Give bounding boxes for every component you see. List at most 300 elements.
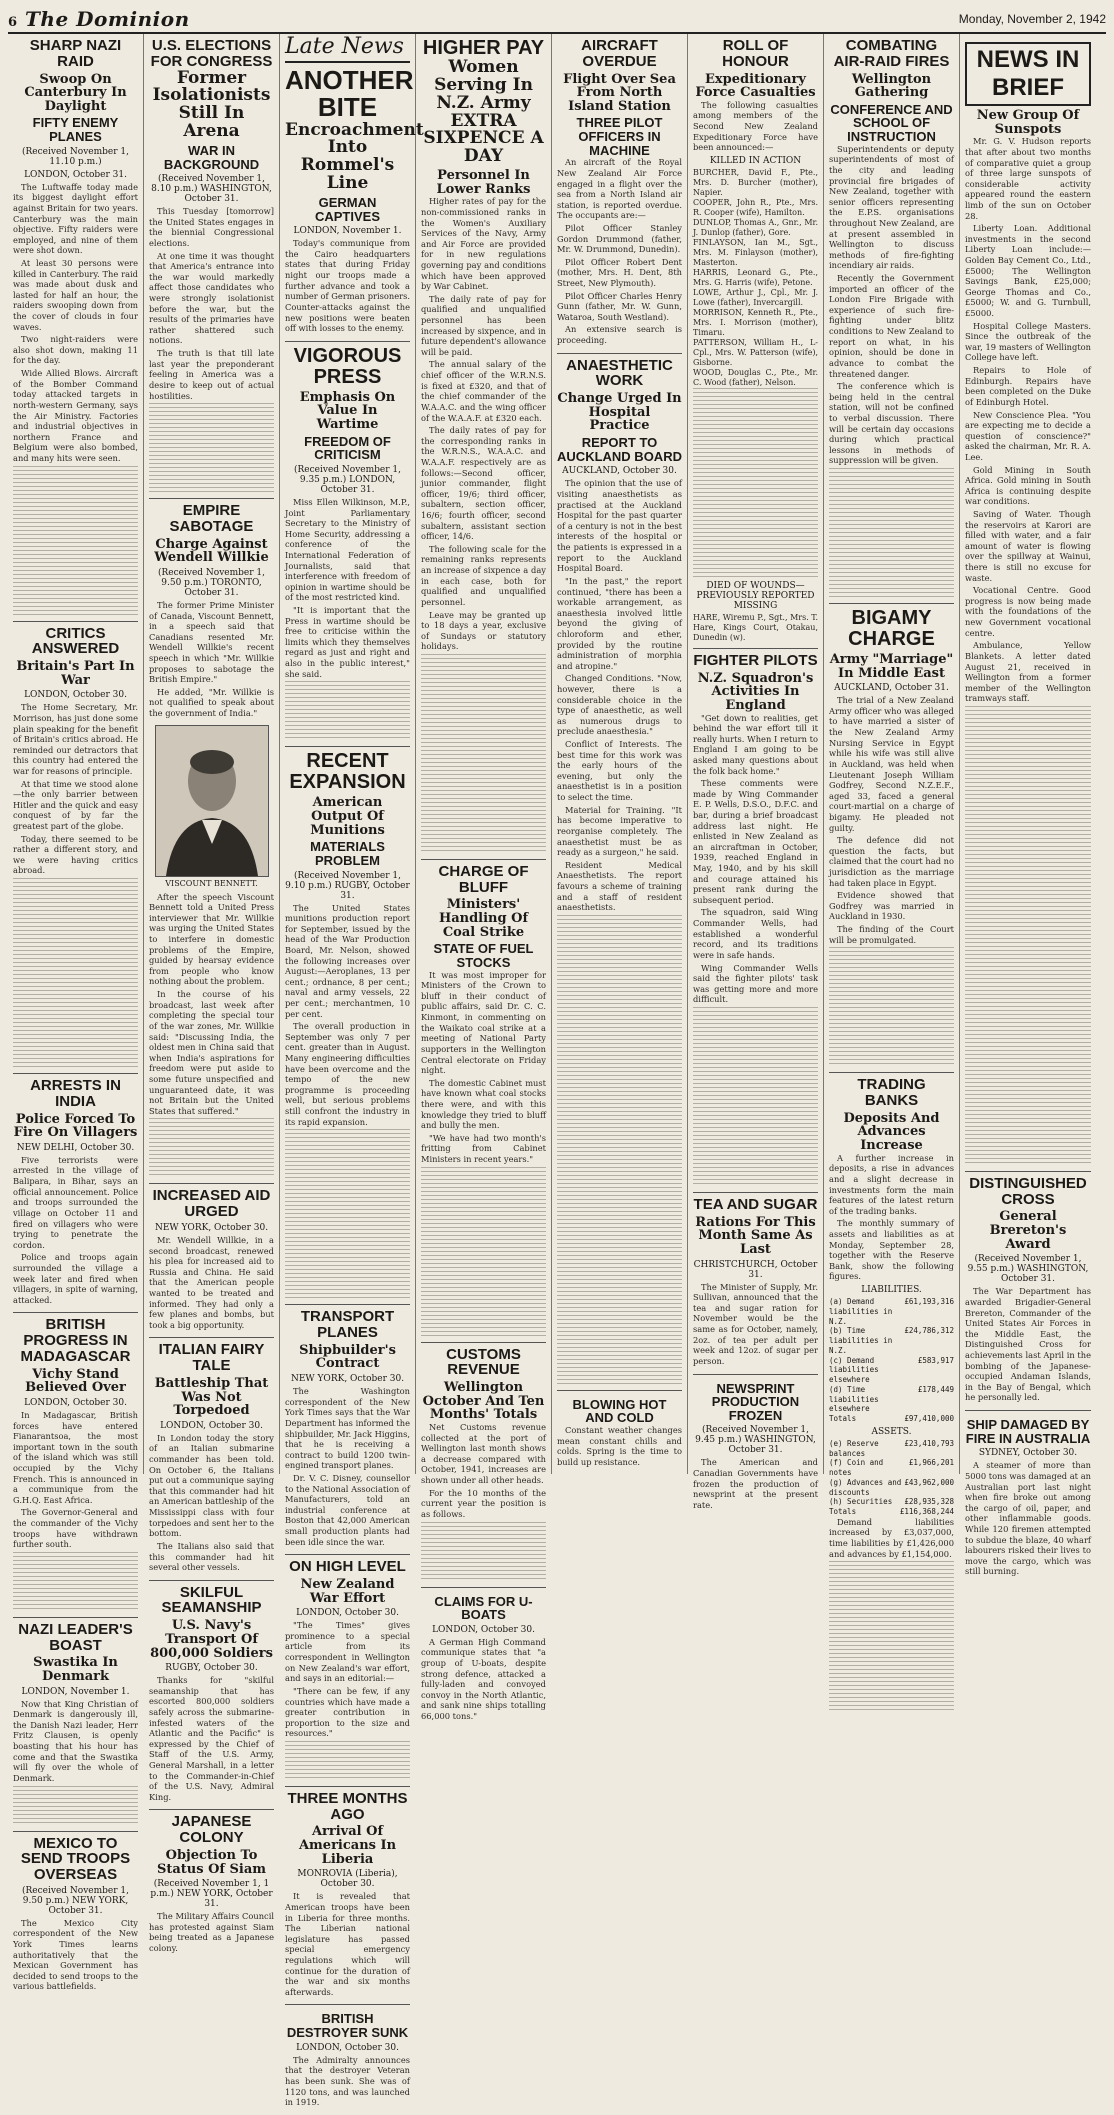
story-body xyxy=(557,157,682,345)
story-body xyxy=(421,970,546,1337)
paragraph: An extensive search is proceeding. xyxy=(557,324,682,346)
list-item: MORRISON, Kenneth R., Pte., Mrs. I. Morrison (mother), Timaru. xyxy=(693,307,818,337)
story-body xyxy=(693,100,818,153)
paragraph: Ambulance, Yellow Blankets. A letter dated August 21, received in Wellington from a former member of the Wellington tramways staff. xyxy=(965,640,1091,704)
paper-name: The Dominion xyxy=(25,7,190,31)
text-filler xyxy=(557,915,682,1385)
paragraph: In London today the story of an Italian submarine commander has been told. On October 6, the Italians put out a communique saying that this commander had hit an American battleship of the Mississippi class with four torpedoes and sent her to the bottom. xyxy=(149,1432,274,1539)
paragraph: A German High Command communique states that "a group of U-boats, despite strong defence, attacked a fully-laden and convoyed convoy in the North Atlantic, and sank nine ships totalling 66,000 tons." xyxy=(421,1636,546,1722)
story-body xyxy=(693,713,818,1187)
story-body xyxy=(149,1235,274,1330)
row-label: (f) Coin and notes xyxy=(829,1458,884,1478)
headline: CUSTOMS REVENUE xyxy=(446,1345,521,1379)
text-filler xyxy=(285,681,410,741)
row-label: (e) Reserve balances xyxy=(829,1438,879,1458)
story-body xyxy=(693,1282,818,1367)
subheadline: Charge Against Wendell Willkie xyxy=(154,536,269,566)
story-japanese-colony xyxy=(149,1810,274,1960)
story-nazi-leaders-boast xyxy=(13,1618,138,1832)
paragraph: Mr. G. V. Hudson reports that after about two months of comparative quiet a group of three large sunspots of considerable activity appeared round the eastern limb of the sun on October 28. xyxy=(965,136,1091,221)
list-item: COOPER, John R., Pte., Mrs. R. Cooper (wife), Hamilton. xyxy=(693,197,818,217)
paragraph: Conflict of Interests. The best time for this work was the early hours of the evening, but only the anaesthetist is in a position to select the time. xyxy=(557,739,682,803)
paragraph: Pilot Officer Stanley Gordon Drummond (father, Mr. W. Drummond, Dunedin). xyxy=(557,223,682,255)
story-body xyxy=(13,1699,138,1826)
row-label: Totals xyxy=(829,1414,857,1424)
date-line: Monday, November 2, 1942 xyxy=(958,12,1106,26)
column-5 xyxy=(552,34,688,1474)
dateline: LONDON, October 30. xyxy=(296,1608,399,1619)
paragraph: Police and troops again surrounded the village a week later and fired when villagers, in spite of warning, attacked. xyxy=(13,1252,138,1305)
subheadline-2: WAR IN BACKGROUND xyxy=(163,142,260,172)
story-italian-fairy-tale xyxy=(149,1338,274,1580)
headline: ANOTHER BITE xyxy=(285,65,414,123)
story-bigamy-charge xyxy=(829,604,954,1073)
subheadline: Former Isolationists Still In Arena xyxy=(152,67,271,142)
paragraph: In the course of his broadcast, last week after completing the special tour of the war zones, Mr. Willkie said: "Discussing India, the oldest men in China said that when India's aspirations for freedom were put aside to some future unspecified and unguaranteed date, it was not Britain but the United States that suffered." xyxy=(149,989,274,1116)
row-label: (a) Demand liabilities in N.Z. xyxy=(829,1297,893,1326)
subheadline: U.S. Navy's Transport Of 800,000 Soldiers xyxy=(150,1618,273,1661)
paragraph: The Home Secretary, Mr. Morrison, has just done some plain speaking for the benefit of Britain's critics abroad. He reminded our detractors that this country had entered the war for reasons of principle. xyxy=(13,702,138,776)
text-filler xyxy=(285,1741,410,1781)
table-row xyxy=(829,1356,954,1385)
paragraph: It was most improper for Ministers of the Crown to bluff in their conduct of public affairs, said Dr. C. C. Kinmont, in commenting on the Waikato coal strike at a meeting of National Party supporters in the Wellington Central electorate on Friday night. xyxy=(421,969,546,1076)
story-air-raid-fires xyxy=(829,34,954,604)
paragraph: The squadron, said Wing Commander Wells, had established a wonderful record, and its traditions were in safe hands. xyxy=(693,907,818,960)
paragraph: An aircraft of the Royal New Zealand Air Force engaged in a flight over the sea from a North Island air station, is reported overdue. The occupants are:— xyxy=(557,157,682,221)
headline: BRITISH PROGRESS IN MADAGASCAR xyxy=(20,1316,131,1365)
assets-table xyxy=(829,1439,954,1517)
story-three-months-ago xyxy=(285,1787,410,2006)
headline: MEXICO TO SEND TROOPS OVERSEAS xyxy=(20,1834,131,1883)
headline: ITALIAN FAIRY TALE xyxy=(158,1341,265,1375)
subheadline: Vichy Stand Believed Over xyxy=(25,1366,126,1396)
dateline: (Received November 1, 9.35 p.m.) LONDON, October 31. xyxy=(294,464,401,495)
dateline: MONROVIA (Liberia), October 30. xyxy=(297,1869,398,1890)
story-body xyxy=(285,2055,410,2108)
paragraph: The overall production in September was only 7 per cent. greater than in August. Many engineering difficulties have been overcome and the tempo of the new programme is proceeding well, but serious problems still confront the industry in its rapid expansion. xyxy=(285,1021,410,1127)
paragraph: The former Prime Minister of Canada, Viscount Bennett, in a speech said that Canadians resented Mr. Wendell Willkie's recent speech in which "Mr. Willkie proposes to sabotage the British Empire." xyxy=(149,599,274,685)
story-aircraft-overdue xyxy=(557,34,682,354)
paragraph: Liberty Loan. Additional investments in the second Liberty Loan include:—Golden Bay Cement Co., Ltd., £5000; The Wellington Savings Bank, £25,000; George Thomas and Co., £5000; W. and G. Turnbull, £5000. xyxy=(965,223,1091,319)
paragraph: "In the past," the report continued, "there has been a workable arrangement, as anaesthesia involved little beyond the giving of chloroform and ether, provided by the routine administration of morphia and atropine." xyxy=(557,575,682,671)
row-value: £24,786,312 xyxy=(904,1326,954,1336)
row-label: (b) Time liabilities in N.Z. xyxy=(829,1326,893,1355)
paragraph: The following casualties among members of the Second New Zealand Expeditionary Force have been announced:— xyxy=(693,99,818,153)
story-body xyxy=(557,1425,682,1467)
paragraph: The truth is that till late last year the preponderant feeling in America was a desire to keep out of actual hostilities. xyxy=(149,348,274,401)
headline: RECENT EXPANSION xyxy=(289,750,406,794)
paragraph: At one time it was thought that America's entrance into the war would markedly affect those candidates who were strongly isolationist before the war, but the results of the primaries have rather shattered such notions. xyxy=(149,250,274,346)
list-item: DUNLOP, Thomas A., Gnr., Mr. J. Dunlop (father), Gore. xyxy=(693,217,818,237)
headline: ROLL OF HONOUR xyxy=(722,37,789,70)
headline: NEWSPRINT PRODUCTION FROZEN xyxy=(711,1380,800,1423)
paragraph: The Luftwaffe today made its biggest daylight effort against Britain for two years. Canterbury was the main objective. Fifty raiders were employed, and nine of them were shot down. xyxy=(13,181,138,256)
story-body xyxy=(829,695,954,1067)
paragraph: Dr. V. C. Disney, counsellor to the National Association of Manufacturers, told an industrial conference at Boston that 42,000 American small production plants had been idle since the war. xyxy=(285,1472,410,1547)
text-filler xyxy=(13,1552,138,1612)
text-filler xyxy=(693,1007,818,1187)
subheadline: American Output Of Munitions xyxy=(310,795,385,838)
list-item: LOWE, Arthur J., Cpl., Mr. J. Lowe (father), Invercargill. xyxy=(693,287,818,307)
paragraph: Superintendents or deputy superintendents of most of the city and leading provincial fire brigades of New Zealand, together with senior officers representing the E.P.S. organisations throughout New Zealand, are at present assembled in Wellington to discuss methods of fire-fighting incendiary air raids. xyxy=(829,143,954,271)
dateline: AUCKLAND, October 31. xyxy=(834,683,949,694)
paragraph: This Tuesday [tomorrow] the United States engages in the biennial Congressional elections. xyxy=(149,206,274,248)
story-on-high-level xyxy=(285,1555,410,1787)
paragraph: The American and Canadian Governments have frozen the production of newsprint at the present rate. xyxy=(693,1457,818,1510)
subheadline: Police Forced To Fire On Villagers xyxy=(13,1111,138,1141)
story-body xyxy=(965,136,1091,1166)
paragraph: The War Department has awarded Brigadier-General Brereton, Commander of the United States Air Forces in the Middle East, the Distinguished Cross for achievements last April in the bombing of the Japanese-occupied Andaman Islands, in the Bay of Bengal, which he personally led. xyxy=(965,1286,1091,1403)
headline: U.S. ELECTIONS FOR CONGRESS xyxy=(150,37,273,70)
text-filler xyxy=(13,1786,138,1826)
story-body xyxy=(421,196,546,854)
paragraph: The Minister of Supply, Mr. Sullivan, announced that the tea and sugar ration for November would be the same as for October, namely, 2oz. of tea per adult per week and 12oz. of sugar per person. xyxy=(693,1281,818,1366)
story-roll-of-honour xyxy=(693,34,818,649)
casualty-list-2 xyxy=(693,613,818,643)
story-body xyxy=(285,497,410,741)
paragraph: Now that King Christian of Denmark is dangerously ill, the Danish Nazi leader, Herr Fritz Clausen, is openly boasting that his hour has come and that the Swastika will fly over the whole of Denmark. xyxy=(13,1698,138,1783)
subheadline: Shipbuilder's Contract xyxy=(299,1342,396,1372)
paragraph: Miss Ellen Wilkinson, M.P., Joint Parliamentary Secretary to the Ministry of Home Security, addressing a conference of the International Federation of Journalists, said that interference with freedom of opinion in wartime should be of the most restricted kind. xyxy=(285,496,410,603)
paragraph: Thanks for "skilful seamanship that has escorted 800,000 soldiers safely across the submarine-infested waters of the Atlantic and the Pacific" is expressed by the Chief of Staff of the U.S. Army, General Marshall, in a letter to the Commander-in-Chief of the U.S. Navy, Admiral King. xyxy=(149,1675,274,1802)
paragraph: The defence did not question the facts, but claimed that the court had no jurisdiction as the marriage had taken place in Egypt. xyxy=(829,835,954,888)
text-filler xyxy=(285,1129,410,1299)
headline: ARRESTS IN INDIA xyxy=(30,1077,121,1110)
table-row xyxy=(829,1385,954,1414)
text-filler xyxy=(829,468,954,598)
paragraph: Two night-raiders were also shot down, making 11 for the day. xyxy=(13,334,138,366)
row-value: £28,935,328 xyxy=(904,1497,954,1507)
paragraph: Constant weather changes mean constant chills and colds. Spring is the time to build up resistance. xyxy=(557,1425,682,1467)
paragraph: For the 10 months of the current year the position is as follows. xyxy=(421,1487,546,1519)
paragraph: The Italians also said that this commander had hit several other vessels. xyxy=(149,1540,274,1573)
text-filler xyxy=(149,403,274,493)
portrait-photo xyxy=(155,725,269,877)
paragraph: Pilot Officer Robert Dent (mother, Mrs. H. Dent, 8th Street, New Plymouth). xyxy=(557,256,682,289)
subheadline: Britain's Part In War xyxy=(16,659,135,688)
dateline: (Received November 1, 9.10 p.m.) RUGBY, October 31. xyxy=(285,870,410,901)
headline: ANAESTHETIC WORK xyxy=(566,356,673,390)
paragraph: Repairs to Hole of Edinburgh. Repairs have been completed on the Duke of Edinburgh Hotel. xyxy=(965,365,1091,407)
text-filler xyxy=(693,388,818,578)
story-blowing-hot-and-cold xyxy=(557,1391,682,1475)
story-body xyxy=(13,702,138,1068)
dateline: LONDON, November 1. xyxy=(21,1686,130,1697)
subheadline: Emphasis On Value In Wartime xyxy=(299,389,396,433)
list-heading: KILLED IN ACTION xyxy=(709,155,802,166)
paragraph: Gold Mining in South Africa. Gold mining in South Africa is continuing despite war conditions. xyxy=(965,464,1091,507)
dateline: RUGBY, October 30. xyxy=(165,1663,258,1674)
story-recent-expansion xyxy=(285,747,410,1305)
story-body xyxy=(421,1637,546,1722)
headline: THREE MONTHS AGO xyxy=(287,1789,408,1823)
paragraph: Leave may be granted up to 18 days a year, exclusive of Sundays or statutory holidays. xyxy=(421,609,546,652)
story-body xyxy=(13,1155,138,1306)
headline: TRADING BANKS xyxy=(857,1076,926,1110)
dateline-2: LONDON, October 31. xyxy=(24,169,127,180)
paragraph: Resident Medical Anaesthetists. The report favours a scheme of training and a staff of resident anaesthetists. xyxy=(557,859,682,913)
headline: SKILFUL SEAMANSHIP xyxy=(161,1583,262,1617)
headline: TEA AND SUGAR xyxy=(693,1195,818,1213)
story-sharp-nazi-raid xyxy=(13,34,138,622)
row-label: (g) Advances and discounts xyxy=(829,1477,902,1497)
story-news-in-brief xyxy=(965,34,1091,1172)
dateline: (Received November 1, 11.10 p.m.) xyxy=(22,146,129,167)
subheadline: Rations For This Month Same As Last xyxy=(695,1214,816,1257)
story-newsprint xyxy=(693,1375,818,1518)
paragraph: Saving of Water. Though the reservoirs at Karori are filled with water, and a fair amount of water is flowing over the spillway at Wainui, there is still no excuse for waste. xyxy=(965,509,1091,583)
paragraph: A steamer of more than 5000 tons was damaged at an Australian port last night when fire broke out among the cargo of oil, paper, and other inflammable goods. While 120 firemen attempted to subdue the blaze, 40 wharf labourers risked their lives to move the cargo, which was still burning. xyxy=(965,1460,1091,1577)
dateline: LONDON, October 30. xyxy=(160,1420,263,1431)
text-filler xyxy=(149,1118,274,1178)
paragraph: After the speech Viscount Bennett told a United Press interviewer that Mr. Willkie was urging the United States to interfere in domestic problems of the Empire, guided by hearsay evidence from people who know nothing about the problem. xyxy=(149,891,274,987)
headline: COMBATING AIR-RAID FIRES xyxy=(833,37,950,70)
table-heading: LIABILITIES. xyxy=(861,1285,922,1296)
story-body xyxy=(149,1433,274,1573)
dateline: (Received November 1, 9.55 p.m.) WASHINGTON, October 31. xyxy=(967,1254,1089,1285)
paragraph: Hospital College Masters. Since the outbreak of the war, 19 masters of Wellington College have left. xyxy=(965,320,1091,363)
subheadline: Wellington Gathering xyxy=(851,71,932,101)
paragraph: The opinion that the use of visiting anaesthetists as practised at the Auckland Hospital for the past quarter of a century is not in the best interests of the hospital or the patients is expressed in a report to the Auckland Hospital Board. xyxy=(557,478,682,574)
paragraph: In Madagascar, British forces have entered Fianarantsoa, the most important town in the south of the island which was still occupied by the Vichy French. This is announced in a communique from the G.H.Q. East Africa. xyxy=(13,1409,138,1505)
story-destroyer-sunk xyxy=(285,2005,410,2114)
headline: INCREASED AID URGED xyxy=(152,1187,271,1221)
story-distinguished-cross xyxy=(965,1172,1091,1411)
table-row xyxy=(829,1478,954,1498)
story-body xyxy=(693,1457,818,1510)
dateline: LONDON, October 30. xyxy=(24,1397,127,1408)
headline: JAPANESE COLONY xyxy=(171,1813,252,1847)
paragraph: The conference which is being held in the central station, will not be confined to verbal discussion. There will be certain day occasions during which practical lessons in methods of suppression will be given. xyxy=(829,381,954,466)
text-filler xyxy=(829,1561,954,1711)
subheadline: Wellington October And Ten Months' Totals xyxy=(422,1380,545,1423)
paragraph: He added, "Mr. Willkie is not qualified to speak about the government of India." xyxy=(149,686,274,718)
dateline: NEW YORK, October 30. xyxy=(154,1222,269,1233)
paragraph: "It is important that the Press in wartime should be free to criticise within the limits which they themselves regard as just and right and also in the public interest," she said. xyxy=(285,605,410,679)
story-ship-damaged xyxy=(965,1411,1091,1584)
column-4 xyxy=(416,34,552,1722)
subheadline-2: Personnel In Lower Ranks xyxy=(436,168,531,197)
paragraph: The Mexico City correspondent of the New York Times learns authoritatively that the Mexican Government has decided to send troops to the various battlefields. xyxy=(13,1917,138,1992)
paragraph: Wing Commander Wells said the fighter pilots' task was getting more and more difficult. xyxy=(693,962,818,1005)
paragraph: Higher rates of pay for the non-commissioned ranks in the Women's Auxiliary Services of the Navy, Army and Air Force are provided for in new regulations governing pay and conditions which have been approved by War Cabinet. xyxy=(421,196,546,292)
subheadline: Objection To Status Of Siam xyxy=(156,1847,267,1877)
masthead xyxy=(8,6,1106,34)
story-body xyxy=(285,1891,410,1997)
subheadline: Arrival Of Americans In Liberia xyxy=(298,1824,397,1867)
row-label: (c) Demand liabilities elsewhere xyxy=(829,1355,879,1385)
paragraph: At least 30 persons were killed in Canterbury. The raid was made about dusk and lasted for half an hour, the raiders swooping down from the cover of clouds in four waves. xyxy=(13,257,138,332)
paragraph: It is revealed that American troops have been in Liberia for three months. The Liberian national legislature has passed special emergency regulations which will continue for the duration of the war and six months afterwards. xyxy=(285,1891,410,1997)
row-value: £97,410,000 xyxy=(904,1414,954,1424)
row-label: Totals xyxy=(829,1507,857,1517)
dateline: NEW DELHI, October 30. xyxy=(16,1142,135,1153)
story-body xyxy=(13,182,138,616)
headline: AIRCRAFT OVERDUE xyxy=(581,37,658,70)
subheadline: Battleship That Was Not Torpedoed xyxy=(154,1375,269,1419)
story-body xyxy=(149,1675,274,1802)
column-1 xyxy=(8,34,144,1992)
story-body xyxy=(557,478,682,1384)
paragraph: Today, there seemed to be rather a different story, and we were having critics abroad. xyxy=(13,833,138,876)
dateline: LONDON, October 30. xyxy=(24,690,127,701)
dateline: LONDON, October 30. xyxy=(432,1624,535,1635)
paragraph: The annual salary of the chief officer of the W.R.N.S. is fixed at £320, and that of the chief commander of the W.A.A.C. and the wing officer of the W.A.A.F. at £320 each. xyxy=(421,359,546,423)
subheadline: Change Urged In Hospital Practice xyxy=(557,391,682,434)
dateline: NEW YORK, October 30. xyxy=(290,1374,405,1385)
subheadline-2: MATERIALS PROBLEM xyxy=(310,839,385,868)
dateline: LONDON, November 1. xyxy=(293,226,402,237)
paragraph: Vocational Centre. Good progress is now being made with the foundations of the new Government vocational centre. xyxy=(965,585,1091,638)
story-higher-pay xyxy=(421,34,546,860)
list-item: HARRIS, Leonard G., Pte., Mrs. G. Harris (wife), Petone. xyxy=(693,267,818,287)
paragraph: The Military Affairs Council has protested against Siam being treated as a Japanese colony. xyxy=(149,1911,274,1954)
table-row xyxy=(829,1458,954,1478)
headline: DISTINGUISHED CROSS xyxy=(969,1174,1087,1208)
story-transport-planes xyxy=(285,1305,410,1555)
paragraph: The United States munitions production report for September, issued by the head of the War Production Board, Mr. Nelson, showed the following increases over August:—Aeroplanes, 13 per cent.; ordnance, 8 per cent.; naval and army vessels, 22 per cent.; merchantmen, 10 per cent. xyxy=(285,902,410,1019)
paragraph: Changed Conditions. "Now, however, there is a considerable choice in the type of anaesthetic, as well as numerous drugs to preclude anaesthesia." xyxy=(557,673,682,737)
subheadline-2: CONFERENCE AND SCHOOL OF INSTRUCTION xyxy=(830,101,953,145)
headline: BLOWING HOT AND COLD xyxy=(572,1396,667,1426)
portrait-caption: VISCOUNT BENNETT. xyxy=(165,878,258,888)
paragraph: A further increase in deposits, a rise in advances and a slight decrease in investments form the main features of the latest return of the trading banks. xyxy=(829,1152,954,1216)
story-body xyxy=(421,1422,546,1581)
masthead-left xyxy=(8,7,190,31)
story-customs-revenue xyxy=(421,1343,546,1588)
table-row xyxy=(829,1439,954,1459)
headline: FIGHTER PILOTS xyxy=(693,651,818,669)
story-body xyxy=(285,1620,410,1781)
paragraph: Five terrorists were arrested in the village of Balipara, in Bihar, says an official announcement. Police and troops surrounded the village on October 11 and fired on villagers who were trying to penetrate the cordon. xyxy=(13,1154,138,1250)
column-3 xyxy=(280,34,424,2108)
story-body xyxy=(149,1911,274,1953)
story-claims-for-u-boats xyxy=(421,1588,546,1729)
paragraph: Recently the Government imported an officer of the London Fire Brigade with experience of such fire-fighting under blitz conditions to New Zealand to report on what, in his opinion, should be done in advance to combat the threatened danger. xyxy=(829,273,954,379)
dateline: (Received November 1, 9.50 p.m.) NEW YORK, October 31. xyxy=(22,1885,129,1916)
list-item: HARE, Wiremu P., Sgt., Mrs. T. Hare, Kings Court, Otakau, Dunedin (w). xyxy=(693,612,818,642)
story-body xyxy=(829,1153,954,1282)
subheadline-2: REPORT TO AUCKLAND BOARD xyxy=(557,435,682,464)
dateline: (Received November 1, 8.10 p.m.) WASHINGTON, October 31. xyxy=(151,174,272,205)
story-another-bite xyxy=(285,63,424,342)
subheadline: Women Serving In N.Z. Army EXTRA SIXPENCE A DAY xyxy=(423,57,544,167)
story-arrests-in-india xyxy=(13,1074,138,1313)
story-body xyxy=(285,1386,410,1547)
text-filler xyxy=(421,1167,546,1337)
row-value: £1,966,201 xyxy=(908,1458,954,1468)
liabilities-table xyxy=(829,1297,954,1424)
paragraph: "We have had two month's fritting from Cabinet Ministers in recent years." xyxy=(421,1132,546,1164)
subheadline-2: THREE PILOT OFFICERS IN MACHINE xyxy=(576,115,663,158)
list-item: PATTERSON, William H., L-Cpl., Mrs. W. Patterson (wife), Gisborne. xyxy=(693,337,818,367)
table-row xyxy=(829,1497,954,1507)
paragraph: The Washington correspondent of the New York Times says that the War Department has informed the shipbuilder, Mr. Jack Higgins, that he is receiving a contract to build 1200 twin-engined transport planes. xyxy=(285,1386,410,1471)
column-2 xyxy=(144,34,280,1954)
paragraph: Wide Allied Blows. Aircraft of the Bomber Command today attacked targets in north-western Germany, says the Air Ministry. Factories and industrial objectives in northern France and Belgium were also bombed, and many hits were seen. xyxy=(13,368,138,463)
paragraph: The Admiralty announces that the destroyer Veteran has been sunk. She was of 1120 tons, and was launched in 1919. xyxy=(285,2054,410,2108)
row-value: £61,193,316 xyxy=(904,1297,954,1307)
subheadline: Swoop On Canterbury In Daylight xyxy=(24,71,127,114)
paragraph: Pilot Officer Charles Henry Gunn (father, Mr. W. Gunn, Wataroa, South Westland). xyxy=(557,290,682,322)
subheadline: New Zealand War Effort xyxy=(300,1576,395,1606)
text-filler xyxy=(965,706,1091,1166)
headline: VIGOROUS PRESS xyxy=(293,344,402,388)
subheadline: General Brereton's Award xyxy=(989,1209,1067,1252)
story-body xyxy=(285,238,410,333)
table-row xyxy=(829,1326,954,1355)
subheadline: Army "Marriage" In Middle East xyxy=(829,651,954,681)
story-body-continued xyxy=(149,892,274,1179)
dateline: LONDON, October 30. xyxy=(296,2042,399,2053)
story-trading-banks xyxy=(829,1073,954,1716)
subheadline: Deposits And Advances Increase xyxy=(843,1110,940,1154)
story-critics-answered xyxy=(13,622,138,1075)
story-body xyxy=(149,600,274,719)
portrait-illustration xyxy=(156,726,268,876)
text-filler xyxy=(421,1522,546,1582)
column-8 xyxy=(960,34,1096,1577)
headline: SHIP DAMAGED BY FIRE IN AUSTRALIA xyxy=(965,1417,1091,1446)
paragraph: New Conscience Plea. "You are expecting me to decide a question of conscience?" asked the chairman, Mr. R. A. Lee. xyxy=(965,409,1091,462)
subheadline: Expeditionary Force Casualties xyxy=(695,71,816,101)
paragraph: The finding of the Court will be promulgated. xyxy=(829,924,954,945)
list-heading-2: DIED OF WOUNDS—PREVIOUSLY REPORTED MISSING xyxy=(696,580,815,611)
subheadline: Encroachment Into Rommel's Line xyxy=(285,119,424,194)
headline: CLAIMS FOR U-BOATS xyxy=(434,1593,533,1623)
story-tea-and-sugar xyxy=(693,1193,818,1375)
paragraph: Material for Training. "It has become imperative to reorganise completely. The anaesthetist must be as ready as a surgeon," he said. xyxy=(557,804,682,858)
headline: SHARP NAZI RAID xyxy=(29,37,122,70)
story-increased-aid xyxy=(149,1184,274,1338)
story-body-continued xyxy=(829,1517,954,1711)
paragraph: "Get down to realities, get behind the war effort till it really hurts. When I return to England I am going to be asked many questions about the folk back home." xyxy=(693,712,818,776)
columns xyxy=(8,34,1106,2108)
list-item: FINLAYSON, Ian M., Sgt., Mrs. M. Finlayson (mother), Masterton. xyxy=(693,237,818,267)
story-skilful-seamanship xyxy=(149,1581,274,1811)
row-value: £43,962,000 xyxy=(904,1477,954,1487)
paragraph: The daily rates of pay for the corresponding ranks in the W.R.N.S., W.A.A.C. and W.A.A.F. respectively are as follows:—Second officer, junior commander, flight officer, 19/6; third officer, subaltern, section officer, 16/6; fourth officer, second subaltern, assistant section officer, 14/6. xyxy=(421,425,546,542)
subheadline: N.Z. Squadron's Activities In England xyxy=(697,670,814,713)
row-value: £116,368,244 xyxy=(899,1507,954,1517)
row-value: £583,917 xyxy=(917,1355,954,1365)
paragraph: "There can be few, if any countries which have made a greater contribution in proportion to the size and resources." xyxy=(285,1685,410,1739)
column-6 xyxy=(688,34,824,1510)
story-anaesthetic-work xyxy=(557,354,682,1391)
story-mexico-troops xyxy=(13,1832,138,2000)
story-body xyxy=(13,1410,138,1612)
paragraph: Demand liabilities increased by £3,037,000, time liabilities by £1,426,000 and advances by £1,154,000. xyxy=(829,1516,954,1559)
story-body xyxy=(285,903,410,1300)
page-number: 6 xyxy=(8,15,18,30)
headline: BRITISH DESTROYER SUNK xyxy=(286,2011,409,2041)
table-row xyxy=(829,1414,954,1424)
row-label: (d) Time liabilities elsewhere xyxy=(829,1384,879,1414)
story-vigorous-press xyxy=(285,342,410,748)
table-row xyxy=(829,1297,954,1326)
table-heading-2: ASSETS. xyxy=(871,1426,912,1437)
headline: TRANSPORT PLANES xyxy=(300,1308,395,1342)
subheadline-2: STATE OF FUEL STOCKS xyxy=(433,941,534,970)
subheadline-2: FIFTY ENEMY PLANES xyxy=(32,115,119,145)
story-body xyxy=(149,206,274,493)
headline: NAZI LEADER'S BOAST xyxy=(18,1620,133,1654)
story-madagascar xyxy=(13,1313,138,1617)
text-filler xyxy=(13,466,138,616)
story-fighter-pilots xyxy=(693,649,818,1193)
paragraph: The Governor-General and the commander of the Vichy troops have withdrawn further south. xyxy=(13,1507,138,1550)
list-item: BURCHER, David F., Pte., Mrs. D. Burcher (mother), Napier. xyxy=(693,167,818,197)
